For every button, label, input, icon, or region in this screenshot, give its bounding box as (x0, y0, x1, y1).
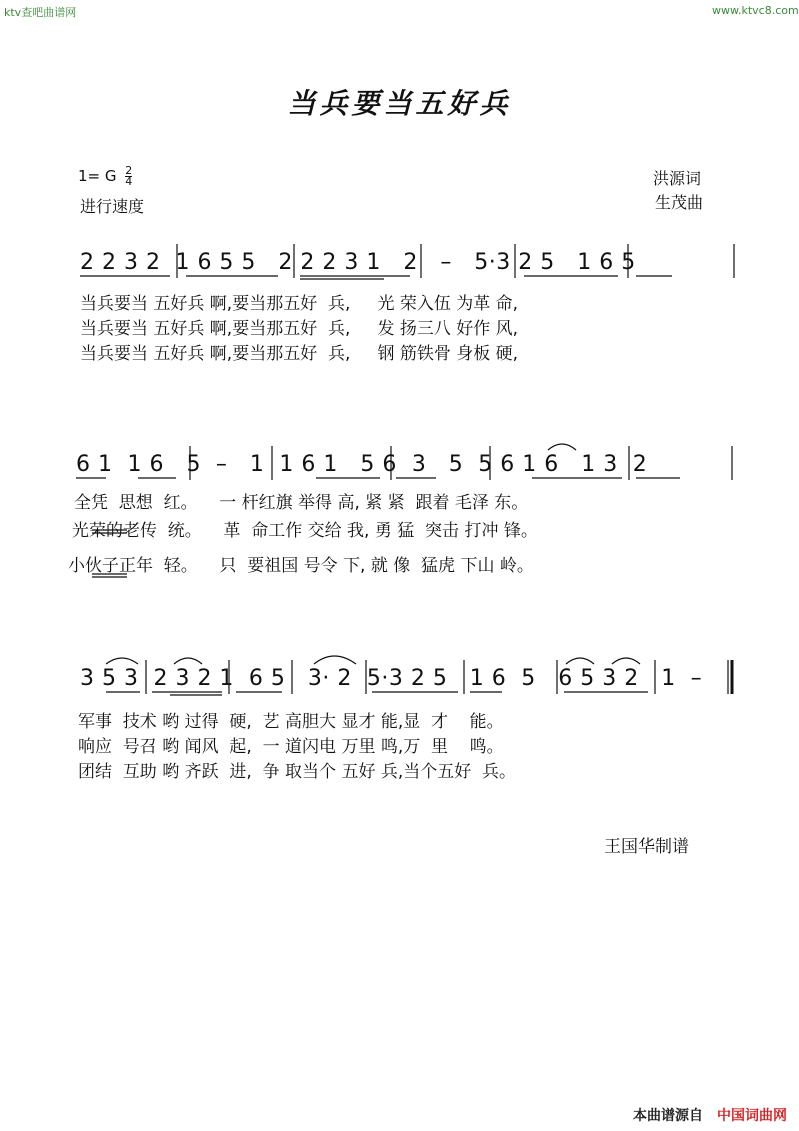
footer-site-link[interactable]: 中国词曲网 (717, 1108, 787, 1124)
notes-row-3: 3 5 3 2 3 2 1 6 5 3· 2 5·3 2 5 1 6 5 6 5 3 2 1 – (80, 666, 703, 691)
lyric-row-3-verse-1: 军事 技术 哟 过得 硬, 艺 高胆大 显才 能,显 才 能。 (78, 712, 504, 732)
time-numerator: 2 (125, 164, 133, 177)
lyricist-credit: 洪源词 (653, 169, 702, 188)
watermark-right[interactable]: www.ktvc8.com (712, 4, 799, 17)
lyric-row-2-verse-3: 小伙子正年 轻。 只 要祖国 号令 下, 就 像 猛虎 下山 岭。 (68, 556, 534, 576)
notes-row-2: 6 1 1 6 5 – 1 1 6 1 5 6 3 5 5 6 1 6 1 3 2 (76, 452, 648, 477)
slur (548, 444, 576, 450)
lyric-row-1-verse-2: 当兵要当 五好兵 啊,要当那五好 兵, 发 扬三八 好作 风, (80, 319, 519, 339)
lyric-row-1-verse-3: 当兵要当 五好兵 啊,要当那五好 兵, 钢 筋铁骨 身板 硬, (80, 344, 519, 364)
slur (314, 656, 356, 664)
arranger-credit: 王国华制谱 (604, 837, 689, 857)
composer-credit: 生茂曲 (655, 193, 704, 212)
lyric-row-3-verse-2: 响应 号召 哟 闻风 起, 一 道闪电 万里 鸣,万 里 鸣。 (78, 737, 504, 757)
lyric-row-3-verse-3: 团结 互助 哟 齐跃 进, 争 取当个 五好 兵,当个五好 兵。 (78, 762, 517, 782)
tempo-marking: 进行速度 (80, 197, 145, 216)
lyric-row-2-verse-2: 光荣的老传 统。 革 命工作 交给 我, 勇 猛 突击 打冲 锋。 (72, 521, 538, 541)
slur (612, 658, 640, 664)
time-denominator: 4 (125, 175, 133, 188)
notes-row-1: 2 2 3 2 1 6 5 5 2 2 2 3 1 2 – 5·3 2 5 1 6 5 (80, 250, 636, 275)
slur (174, 658, 202, 664)
song-title: 当兵要当五好兵 (287, 87, 512, 120)
key-label: 1= G (78, 167, 117, 185)
slur (106, 658, 138, 664)
lyric-row-2-verse-1: 全凭 思想 红。 一 杆红旗 举得 高, 紧 紧 跟着 毛泽 东。 (74, 493, 529, 513)
lyric-row-1-verse-1: 当兵要当 五好兵 啊,要当那五好 兵, 光 荣入伍 为革 命, (80, 294, 519, 314)
watermark-left: ktv查吧曲谱网 (4, 6, 77, 19)
slur (566, 658, 594, 664)
footer-source-label: 本曲谱源自 (633, 1108, 703, 1124)
